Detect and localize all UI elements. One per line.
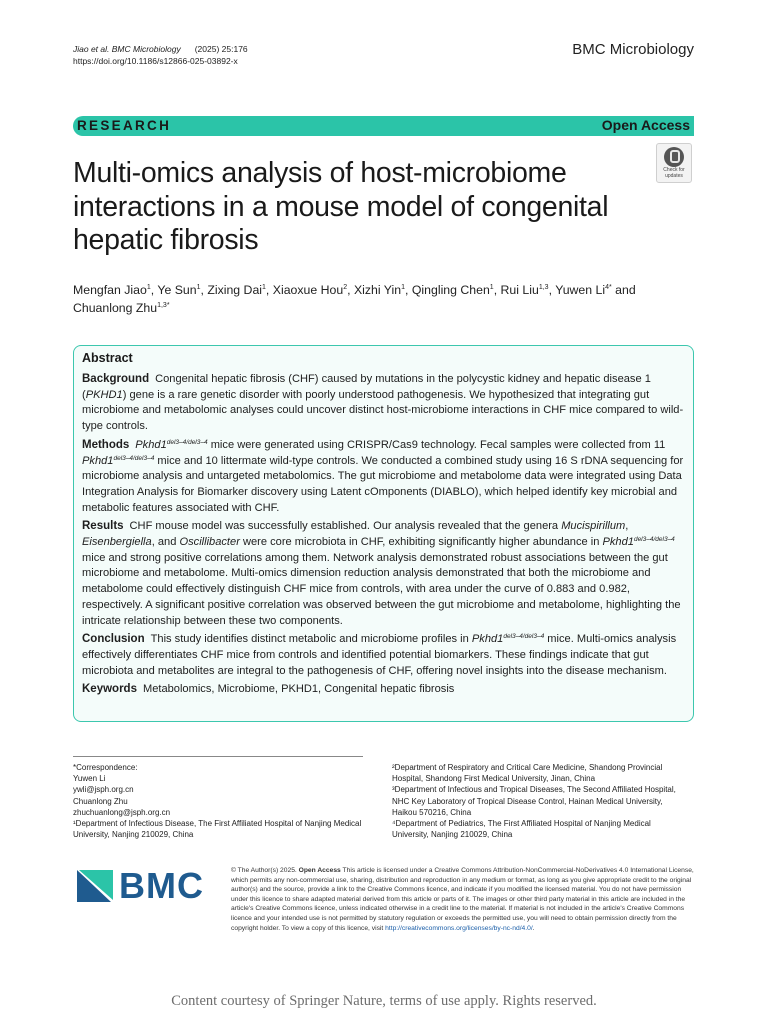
author[interactable]: Ye Sun$^1$	[157, 283, 201, 297]
author[interactable]: Xiaoxue Hou$^2$	[272, 283, 348, 297]
correspondence-name: Yuwen Li	[73, 774, 106, 784]
journal-citation	[73, 43, 248, 55]
bmc-logo-mark-icon	[77, 866, 113, 906]
bmc-logo	[77, 866, 217, 906]
citation-year-volume: (2025) 25:176	[194, 44, 248, 54]
abstract-keywords: Keywords Metabolomics, Microbiome, PKHD1, Congenital hepatic fibrosis	[82, 683, 455, 696]
article-type-label: RESEARCH	[77, 118, 172, 133]
author[interactable]: Xizhi Yin$^1$	[353, 283, 406, 297]
affiliation-1: ¹Department of Infectious Disease, The First Affiliated Hospital of Nanjing Medical University, Nanjing 210029, China	[73, 819, 362, 840]
correspondence-name: Chuanlong Zhu	[73, 796, 128, 806]
abstract-results: Results CHF mouse model was successfully established. Our analysis revealed that the genera Mucispirillum, Eisenbergiella, and Oscillibacter were core microbiota in CHF, exhibiting significantly higher abundance in $Pkhd1^{del3-4/del3-4}$ mice and strong positive correlations among them. Network analysis demonstrated robust associations between the gut microbiome and metabolome. Multi-omics dimension reduction analysis demonstrated that both the microbiome and metabolome could effectively distinguish CHF mice from controls, with area under the curve of 0.883 and 0.982, respectively. A significant positive correlation was observed between the gut microbiome and metabolome, highlighting the intricate relationship between these two components.	[82, 520, 681, 627]
affiliation-4: ⁴Department of Pediatrics, The First Affiliated Hospital of Nanjing Medical University, Nanjing 210029, China	[392, 819, 651, 840]
license-statement: © The Author(s) 2025. Open Access This article is licensed under a Creative Commons Attribution-NonCommercial-NoDerivatives 4.0 International License, which permits any non-commercial use, sharing, distribution and reproduction in any medium or format, as long as you give appropriate credit to the original author(s) and the source, provide a link to the Creative Commons licence, and indicate if you modified the licensed material. You do not have permission under this licence to share adapted material derived from this article or parts of it. The images or other third party material in this article are included in the article's Creative Commons licence, unless indicated otherwise in a credit line to the material. If material is not included in the article's Creative Commons licence and your intended use is not permitted by statutory regulation or exceeds the permitted use, you will need to obtain permission directly from the copyright holder. To view a copy of this licence, visit http://creativecommons.org/licenses/by-nc-nd/4.0/.	[231, 867, 694, 932]
correspondence-email[interactable]: zhuchuanlong@jsph.org.cn	[73, 807, 171, 817]
abstract-heading: Abstract	[82, 351, 133, 365]
author-list: Mengfan Jiao$^1$, Ye Sun$^1$, Zixing Dai$^1$, Xiaoxue Hou$^2$, Xizhi Yin$^1$, Qingling Chen$^1$, Rui Liu$^{1,3}$, Yuwen $Li^{4*}$ and Chuanlong Zhu$^{1,3*}$	[73, 283, 636, 315]
journal-name: BMC Microbiology	[572, 41, 694, 58]
author[interactable]: Yuwen $Li^{4*}$	[555, 283, 612, 297]
abstract-methods: Methods $Pkhd1^{del3-4/del3-4}$ mice were generated using CRISPR/Cas9 technology. Fecal samples were collected from 11 $Pkhd1^{del3-4/del3-4}$ mice and 10 littermate wild-type controls. We conducted a combined study using 16 S rDNA sequencing for microbiome analysis and untargeted metabolomics. The gut microbiome and metabolome data were integrated using Data Integration Analysis for Biomarker discovery using Latent cOmponents (DIABLO), which helped identify key microbial and metabolic features associated with CHF.	[82, 438, 684, 514]
correspondence-label: *Correspondence:	[73, 763, 138, 772]
affiliation-3: ³Department of Infectious and Tropical Diseases, The Second Affiliated Hospital, NHC Key Laboratory of Tropical Disease Control, Hainan Medical University, Haikou 570216, China	[392, 785, 676, 817]
author[interactable]: Rui Liu$^{1,3}$	[500, 283, 549, 297]
article-title: Multi-omics analysis of host-microbiome interactions in a mouse model of congenital hepatic fibrosis	[73, 157, 609, 256]
affiliation-2: ²Department of Respiratory and Critical Care Medicine, Shandong Provincial Hospital, Shandong First Medical University, Jinan, China	[392, 763, 663, 784]
citation-authors: Jiao et al. BMC Microbiology	[73, 44, 181, 54]
running-header	[73, 43, 248, 67]
abstract-background: Background Congenital hepatic fibrosis (CHF) caused by mutations in the polycystic kidney and hepatic disease 1 (PKHD1) gene is a rare genetic disorder with poorly understood pathogenesis. We hypothesized that integrating gut microbiome and metabolomic analyses could uncover distinct host-microbiome interactions in CHF mice compared to wild-type controls.	[82, 373, 684, 433]
abstract-conclusion: Conclusion This study identifies distinct metabolic and microbiome profiles in $Pkhd1^{del3-4/del3-4}$ mice. Multi-omics analysis effectively differentiates CHF mice from controls and identified potential biomarkers. These findings indicate that gut microbiota and metabolites are integral to the pathogenesis of CHF, offering novel insights into the disease mechanism.	[82, 633, 677, 677]
correspondence-block	[73, 762, 373, 840]
license-link[interactable]: http://creativecommons.org/licenses/by-nc-nd/4.0/	[385, 924, 533, 932]
check-updates-icon	[664, 147, 684, 167]
check-updates-text: Check for updates	[663, 167, 685, 179]
bmc-logo-text: BMC	[119, 865, 204, 906]
page-footer: Content courtesy of Springer Nature, terms of use apply. Rights reserved.	[171, 993, 597, 1009]
abstract-box	[73, 345, 694, 722]
authors-and: and	[615, 283, 636, 297]
check-for-updates-badge[interactable]	[656, 143, 692, 183]
footnote-divider	[73, 756, 363, 757]
open-access-label: Open Access	[601, 117, 690, 133]
article-type-banner	[73, 116, 694, 136]
affiliations-block	[392, 762, 682, 840]
author[interactable]: Chuanlong Zhu$^{1,3*}$	[73, 300, 170, 315]
author[interactable]: Zixing Dai$^1$	[207, 283, 266, 297]
correspondence-email[interactable]: ywli@jsph.org.cn	[73, 785, 134, 795]
doi-link[interactable]: https://doi.org/10.1186/s12866-025-03892-x	[73, 56, 238, 66]
author[interactable]: Mengfan Jiao$^1$	[73, 283, 151, 297]
author[interactable]: Qingling Chen$^1$	[411, 283, 494, 297]
